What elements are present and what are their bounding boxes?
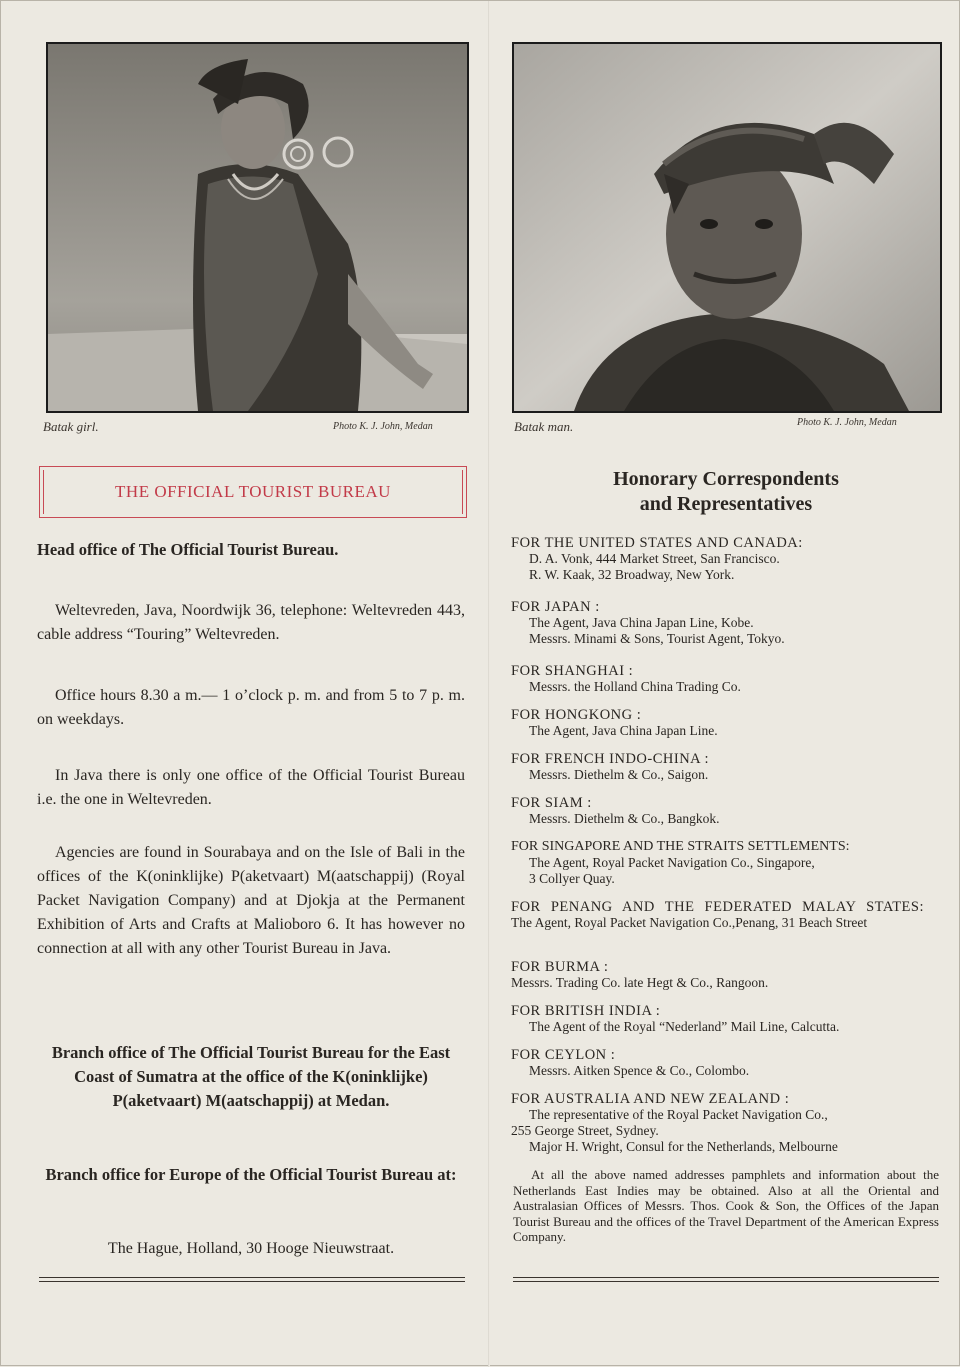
left-bottom-rule-2 — [39, 1281, 465, 1282]
section-line: The representative of the Royal Packet Navigation Co., — [529, 1107, 828, 1122]
photo-credit-right: Photo K. J. John, Medan — [797, 417, 897, 428]
right-bottom-rule-2 — [513, 1281, 939, 1282]
section-line: Messrs. Trading Co. late Hegt & Co., Rangoon. — [511, 975, 769, 990]
section-heading: FOR CEYLON : — [511, 1047, 616, 1063]
section-line: D. A. Vonk, 444 Market Street, San Francisco. — [529, 551, 780, 566]
section-japan — [511, 599, 941, 647]
photo-batak-man — [512, 42, 942, 413]
section-line: The Agent, Java China Japan Line, Kobe. — [529, 615, 754, 630]
section-heading: FOR BURMA : — [511, 959, 609, 975]
section-shanghai — [511, 663, 941, 695]
section-indo-china — [511, 751, 941, 783]
section-heading: FOR SIAM : — [511, 795, 592, 811]
section-british-india — [511, 1003, 941, 1035]
right-bottom-rule-1 — [513, 1277, 939, 1278]
section-hongkong — [511, 707, 941, 739]
hague-address: The Hague, Holland, 30 Hooge Nieuwstraat. — [107, 1240, 395, 1257]
section-heading: FOR JAPAN : — [511, 599, 600, 615]
photo-batak-girl — [46, 42, 469, 413]
section-line: The Agent, Java China Japan Line. — [529, 723, 718, 738]
section-line: Messrs. the Holland China Trading Co. — [529, 679, 741, 694]
section-heading: FOR BRITISH INDIA : — [511, 1003, 661, 1019]
section-line: Major H. Wright, Consul for the Netherlands, Melbourne — [529, 1139, 838, 1154]
section-line: Messrs. Diethelm & Co., Bangkok. — [529, 811, 720, 826]
section-heading: FOR THE UNITED STATES AND CANADA: — [511, 535, 803, 551]
section-line: Messrs. Minami & Sons, Tourist Agent, Tokyo. — [529, 631, 785, 646]
section-line: Messrs. Aitken Spence & Co., Colombo. — [529, 1063, 750, 1078]
bureau-title: THE OFFICIAL TOURIST BUREAU — [115, 482, 391, 501]
bureau-title-box — [39, 466, 467, 518]
section-line: 3 Collyer Quay. — [529, 871, 615, 886]
section-line: 255 George Street, Sydney. — [511, 1123, 659, 1138]
section-heading: FOR HONGKONG : — [511, 707, 642, 723]
section-heading: FOR PENANG AND THE FEDERATED MALAY STATES: — [511, 899, 925, 915]
photo-credit-left: Photo K. J. John, Medan — [333, 421, 433, 432]
photo-caption-left: Batak girl. — [43, 419, 99, 434]
correspondents-title-line2: and Representatives — [639, 493, 813, 515]
closing-note: At all the above named addresses pamphlets and information about the Netherlands East Indies may be obtained. Also at all the Oriental and Australasian Offices of Messrs. Thos. Cook & Son, the Offices of the Japan Tourist Bureau and the offices of the Travel Department of the American Express Company. — [513, 1167, 939, 1245]
agencies-paragraph: Agencies are found in Sourabaya and on the Isle of Bali in the offices of the K(oninklijke) P(aketvaart) M(aatschappij) (Royal Packet Navigation Company) and at Djokja at the Permanent Exhibition of Arts and Crafts at Malioboro 6. It has however no connection at all with any other Tourist Bureau in Java. — [37, 844, 465, 957]
section-australia — [511, 1091, 941, 1155]
office-hours: Office hours 8.30 a m.— 1 o’clock p. m. and from 5 to 7 p. m. on weekdays. — [37, 687, 465, 728]
section-heading: FOR AUSTRALIA AND NEW ZEALAND : — [511, 1091, 790, 1107]
section-line: Messrs. Diethelm & Co., Saigon. — [529, 767, 709, 782]
section-line: The Agent, Royal Packet Navigation Co., Singapore, — [529, 855, 815, 870]
section-heading: FOR FRENCH INDO-CHINA : — [511, 751, 710, 767]
photo-caption-right: Batak man. — [514, 419, 574, 434]
section-siam — [511, 795, 941, 827]
section-burma — [511, 959, 941, 991]
section-penang — [511, 899, 941, 931]
section-ceylon — [511, 1047, 941, 1079]
section-singapore — [511, 839, 941, 887]
section-line: The Agent, Royal Packet Navigation Co.,Penang, 31 Beach Street — [511, 915, 868, 930]
correspondents-title — [513, 467, 939, 517]
head-office-heading: Head office of The Official Tourist Bureau. — [37, 540, 339, 559]
left-bottom-rule-1 — [39, 1277, 465, 1278]
java-office-note: In Java there is only one office of the Official Tourist Bureau i.e. the one in Weltevreden. — [37, 767, 465, 808]
sumatra-branch: Branch office of The Official Tourist Bureau for the East Coast of Sumatra at the office of the K(oninklijke) P(aketvaart) M(aatschappij) at Medan. — [51, 1043, 451, 1110]
section-heading: FOR SHANGHAI : — [511, 663, 634, 679]
correspondents-title-line1: Honorary Correspondents — [613, 468, 839, 490]
section-line: The Agent of the Royal “Nederland” Mail Line, Calcutta. — [529, 1019, 840, 1034]
center-fold — [488, 1, 490, 1367]
section-united-states — [511, 535, 941, 583]
section-line: R. W. Kaak, 32 Broadway, New York. — [529, 567, 735, 582]
head-office-address: Weltevreden, Java, Noordwijk 36, telephone: Weltevreden 443, cable address “Touring” Weltevreden. — [37, 602, 465, 643]
section-heading: FOR SINGAPORE AND THE STRAITS SETTLEMENTS: — [511, 839, 850, 854]
europe-branch: Branch office for Europe of the Official Tourist Bureau at: — [45, 1165, 457, 1184]
